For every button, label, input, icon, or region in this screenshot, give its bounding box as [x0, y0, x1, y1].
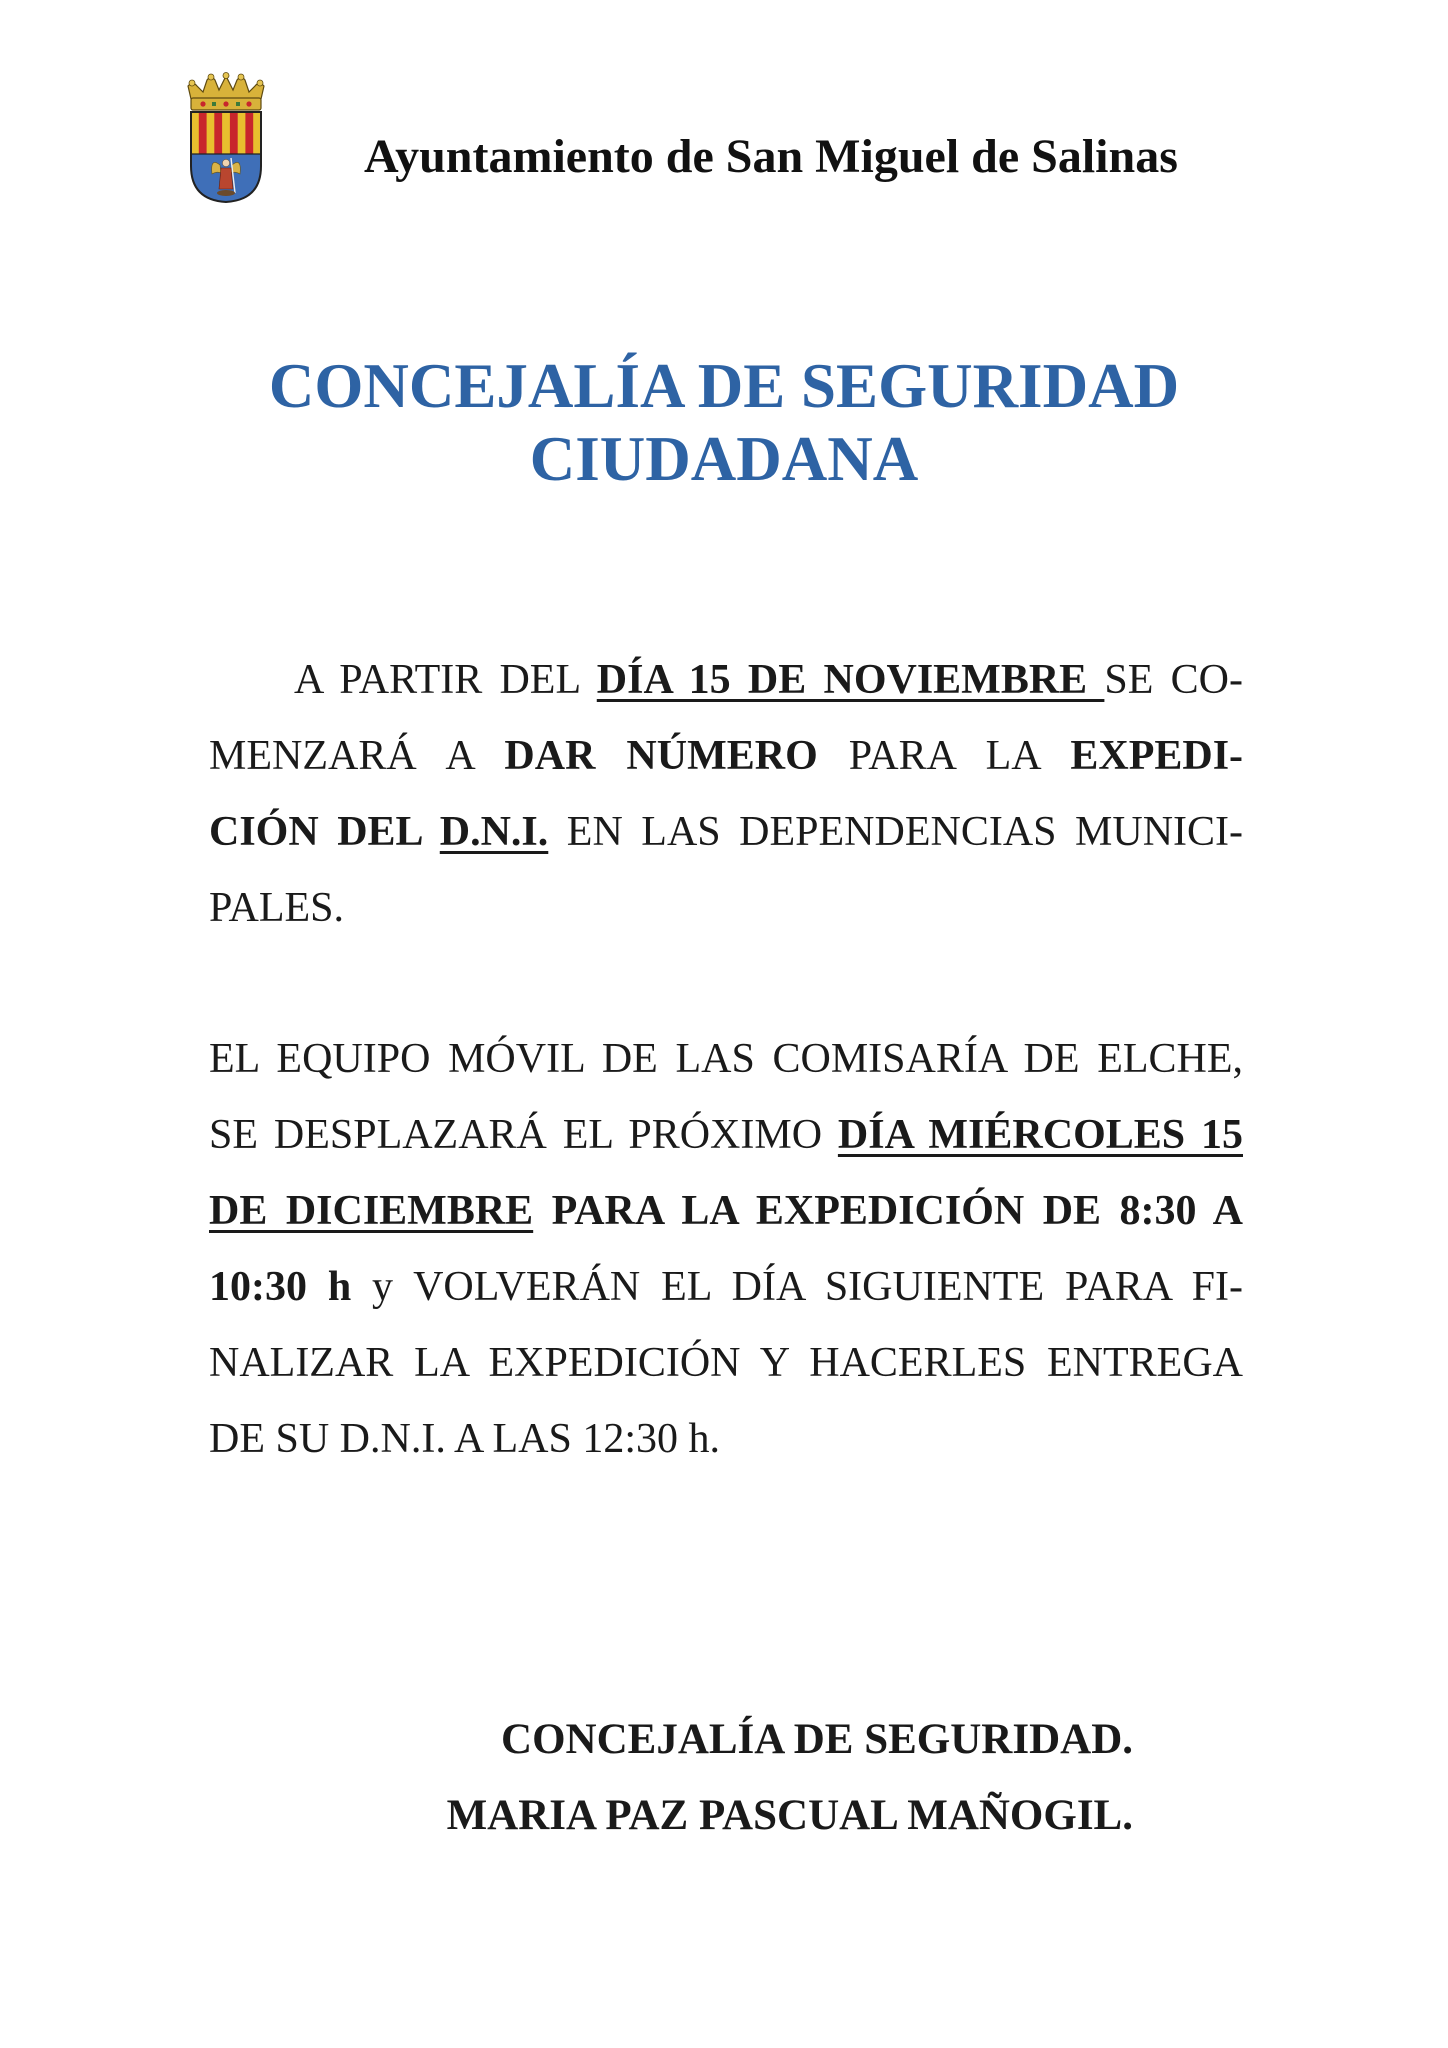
notice-1-line-4: [209, 870, 1243, 946]
shield-red-stripe: [230, 112, 238, 154]
crown-jewel-red: [223, 101, 228, 106]
page-title-line-1: CONCEJALÍA DE SEGURIDAD: [268, 351, 1180, 421]
figure-head: [222, 159, 229, 166]
dni-highlight: D.N.I.: [439, 809, 549, 855]
crown-pearl: [238, 74, 244, 80]
numbers-highlight: DAR NÚMERO: [504, 733, 818, 779]
notice-2-line-1: [209, 1021, 1243, 1097]
shield: [191, 112, 261, 204]
notice-text: SE CO-: [1104, 657, 1243, 703]
start-date-highlight: DÍA 15 DE NOVIEMBRE: [596, 657, 1105, 703]
notice-mobile-team: [209, 1021, 1243, 1477]
notice-text: NALIZAR LA EXPEDICIÓN Y HACERLES ENTREGA: [209, 1340, 1243, 1386]
shield-red-stripe: [199, 112, 207, 154]
crown-jewel-red: [246, 101, 251, 106]
signature-department: CONCEJALÍA DE SEGURIDAD.: [501, 1716, 1133, 1763]
notice-1-line-1: [209, 642, 1243, 718]
crown-pearl: [208, 74, 214, 80]
crown-pearl: [257, 80, 263, 86]
crown-top: [188, 76, 264, 99]
issuance-highlight: CIÓN DEL: [209, 809, 440, 855]
shield-red-stripe: [245, 112, 253, 154]
coat-of-arms-icon: [183, 72, 269, 204]
notice-text: A PARTIR DEL: [294, 657, 597, 703]
municipality-name: Ayuntamiento de San Miguel de Salinas: [364, 130, 1178, 183]
figure-body: [219, 168, 233, 189]
notice-text: EL EQUIPO MÓVIL DE LAS COMISARÍA DE ELCHE,: [209, 1036, 1243, 1082]
crown-jewel-green: [236, 102, 240, 106]
page-title: [0, 350, 1448, 496]
notice-2-line-4: [209, 1249, 1243, 1325]
notice-text: EN LAS DEPENDENCIAS MUNICI-: [548, 809, 1244, 855]
crown-jewel-red: [200, 101, 205, 106]
notice-1-line-2: [209, 718, 1243, 794]
notice-text: y VOLVERÁN EL DÍA SIGUIENTE PARA FI-: [351, 1264, 1243, 1310]
crown-jewel-green: [212, 102, 216, 106]
issuance-highlight: EXPEDI-: [1070, 733, 1244, 779]
signature-name: MARIA PAZ PASCUAL MAÑOGIL.: [446, 1792, 1133, 1839]
notice-text: DE SU D.N.I. A LAS 12:30 h.: [209, 1416, 721, 1462]
visit-date-highlight: DE DICIEMBRE: [209, 1188, 534, 1234]
page-title-line-2: CIUDADANA: [529, 424, 919, 494]
notice-2-line-2: [209, 1097, 1243, 1173]
notice-2-line-6: [209, 1401, 1243, 1477]
figure-base: [217, 190, 235, 196]
visit-date-highlight: DÍA MIÉRCOLES 15: [837, 1112, 1243, 1158]
notice-text: PALES.: [209, 885, 345, 931]
crown: [188, 73, 264, 111]
crown-pearl: [223, 73, 229, 79]
issuance-time-highlight: 10:30 h: [209, 1264, 352, 1310]
notice-1-line-3: [209, 794, 1243, 870]
shield-red-stripe: [214, 112, 222, 154]
notice-dni-numbers: [209, 642, 1243, 946]
signature-block: [447, 1702, 1133, 1854]
issuance-time-highlight: PARA LA EXPEDICIÓN DE 8:30 A: [533, 1188, 1243, 1234]
notice-text: MENZARÁ A: [209, 733, 505, 779]
notice-2-line-3: [209, 1173, 1243, 1249]
crown-pearl: [189, 80, 195, 86]
notice-text: SE DESPLAZARÁ EL PRÓXIMO: [209, 1112, 838, 1158]
notice-text: PARA LA: [817, 733, 1071, 779]
notice-2-line-5: [209, 1325, 1243, 1401]
